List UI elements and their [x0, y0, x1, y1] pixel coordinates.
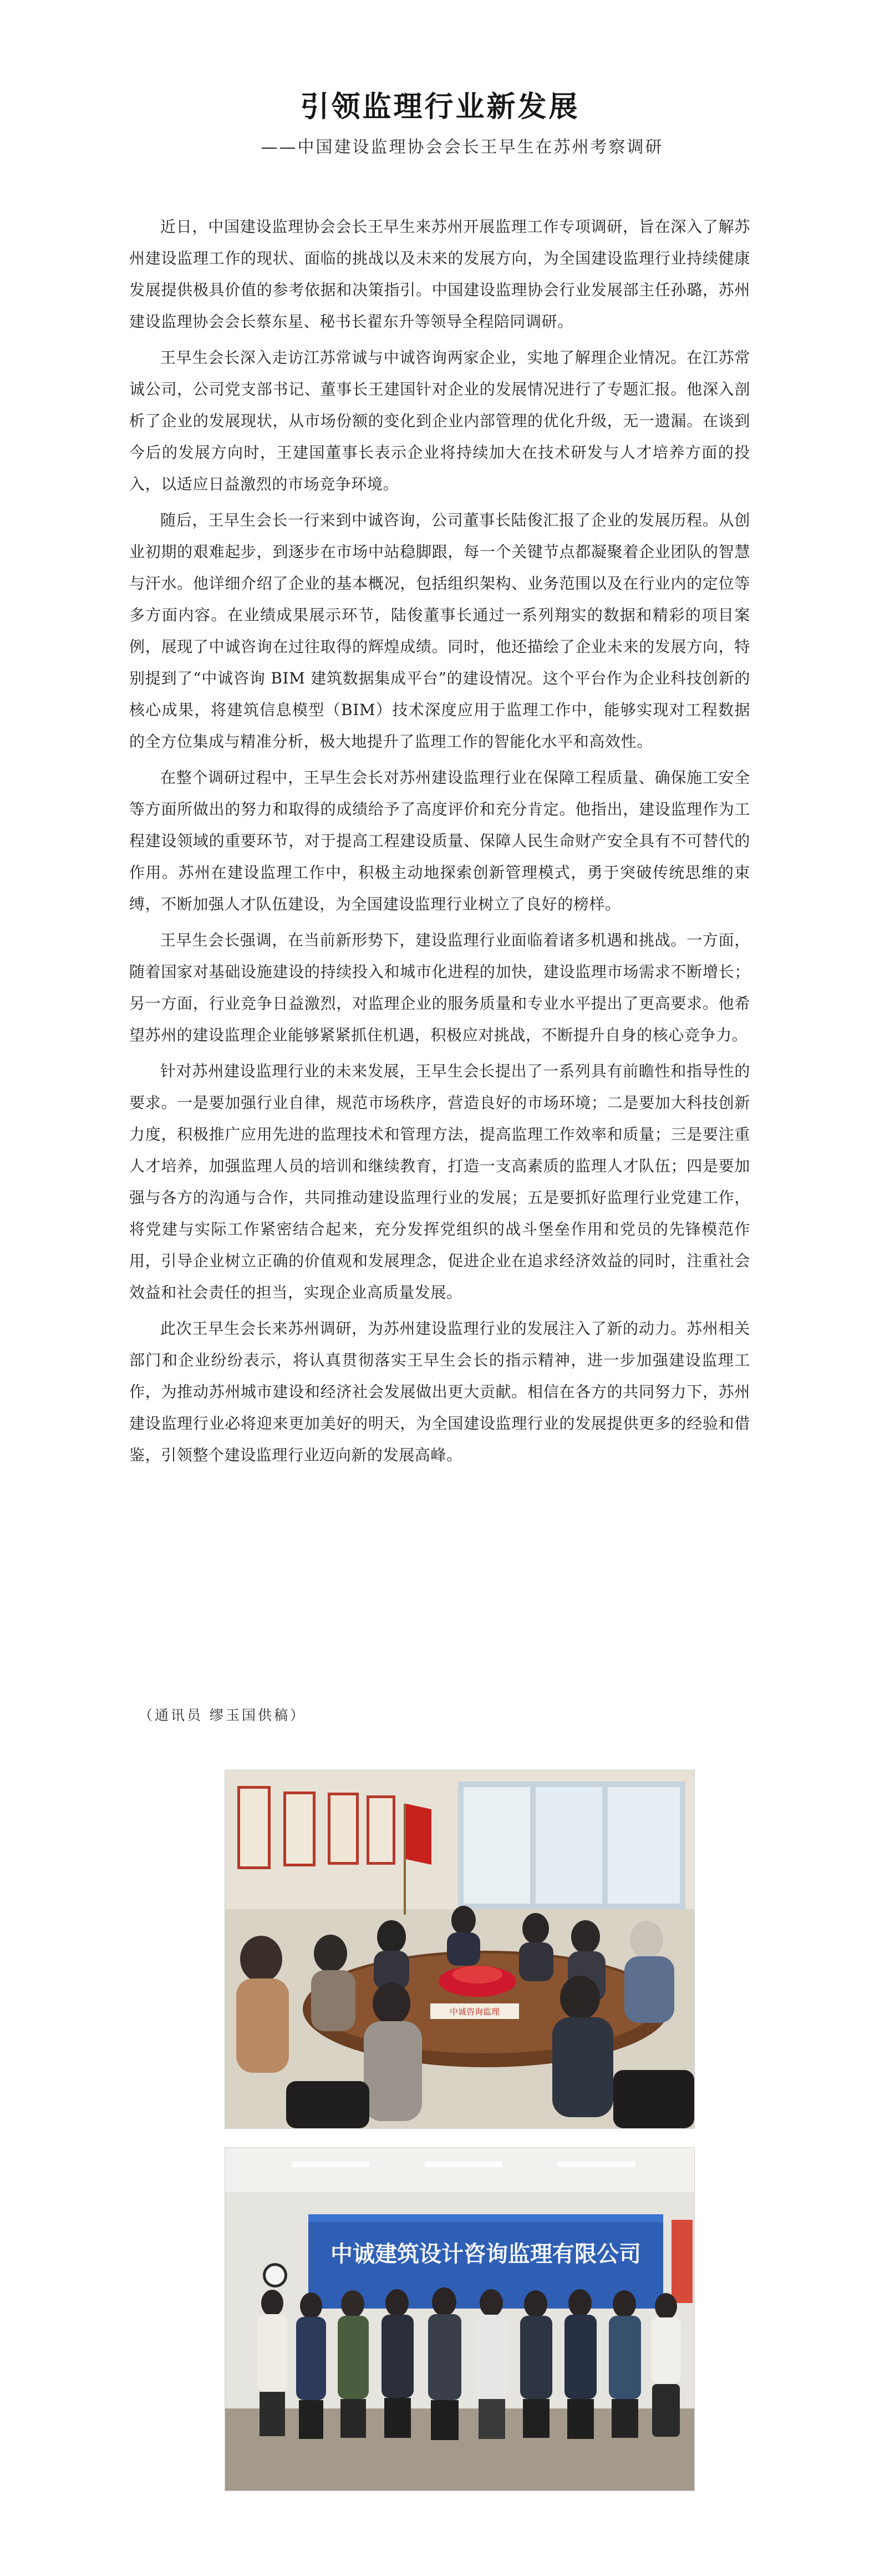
paragraph-6: 针对苏州建设监理行业的未来发展，王早生会长提出了一系列具有前瞻性和指导性的要求。一是要加强行业自律，规范市场秩序，营造良好的市场环境；二是要加大科技创新力度，积极推广应用先进的监理技术和管理方法，提高监理工作效率和质量；三是要注重人才培养，加强监理人员的培训和继续教育，打造一支高素质的监理人才队伍；四是要加强与各方的沟通与合作，共同推动建设监理行业的发展；五是要抓好监理行业党建工作，将党建与实际工作紧密结合起来，充分发挥党组织的战斗堡垒作用和党员的先锋模范作用，引导企业树立正确的价值观和发展理念，促进企业在追求经济效益的同时，注重社会效益和社会责任的担当，实现企业高质量发展。 [129, 1062, 750, 1302]
article-subtitle: ——中国建设监理协会会长王早生在苏州考察调研 [261, 138, 664, 157]
author-credit: （通讯员 缪玉国供稿） [139, 1707, 306, 1723]
group-photo [225, 2147, 695, 2491]
paragraph-5: 王早生会长强调，在当前新形势下，建设监理行业面临着诸多机遇和挑战。一方面，随着国家对基础设施建设的持续投入和城市化进程的加快，建设监理市场需求不断增长；另一方面，行业竞争日益激烈，对监理企业的服务质量和专业水平提出了更高要求。他希望苏州的建设监理企业能够紧紧抓住机遇，积极应对挑战，不断提升自身的核心竞争力。 [129, 931, 750, 1044]
paragraph-4: 在整个调研过程中，王早生会长对苏州建设监理行业在保障工程质量、确保施工安全等方面所做出的努力和取得的成绩给予了高度评价和充分肯定。他指出，建设监理作为工程建设领域的重要环节，对于提高工程建设质量、保障人民生命财产安全具有不可替代的作用。苏州在建设监理工作中，积极主动地探索创新管理模式，勇于突破传统思维的束缚，不断加强人才队伍建设，为全国建设监理行业树立了良好的榜样。 [129, 768, 750, 913]
article-body [129, 211, 750, 1475]
paragraph-3: 随后，王早生会长一行来到中诚咨询，公司董事长陆俊汇报了企业的发展历程。从创业初期的艰难起步，到逐步在市场中站稳脚跟，每一个关键节点都凝聚着企业团队的智慧与汗水。他详细介绍了企业的基本概况，包括组织架构、业务范围以及在行业内的定位等多方面内容。在业绩成果展示环节，陆俊董事长通过一系列翔实的数据和精彩的项目案例，展现了中诚咨询在过往取得的辉煌成绩。同时，他还描绘了企业未来的发展方向，特别提到了“中诚咨询 BIM 建筑数据集成平台”的建设情况。这个平台作为企业科技创新的核心成果，将建筑信息模型（BIM）技术深度应用于监理工作中，能够实现对工程数据的全方位集成与精准分析，极大地提升了监理工作的智能化水平和高效性。 [129, 511, 750, 751]
paragraph-2: 王早生会长深入走访江苏常诚与中诚咨询两家企业，实地了解理企业情况。在江苏常诚公司，公司党支部书记、董事长王建国针对企业的发展情况进行了专题汇报。他深入剖析了企业的发展现状，从市场份额的变化到企业内部管理的优化升级，无一遗漏。在谈到今后的发展方向时，王建国董事长表示企业将持续加大在技术研发与人才培养方面的投入，以适应日益激烈的市场竞争环境。 [129, 348, 750, 493]
meeting-table-sign: 中诚咨询监理 [449, 2007, 500, 2017]
meeting-photo [225, 1770, 695, 2129]
article-title: 引领监理行业新发展 [300, 90, 580, 124]
paragraph-7: 此次王早生会长来苏州调研，为苏州建设监理行业的发展注入了新的动力。苏州相关部门和企业纷纷表示，将认真贯彻落实王早生会长的指示精神，进一步加强建设监理工作，为推动苏州城市建设和经济社会发展做出更大贡献。相信在各方的共同努力下，苏州建设监理行业必将迎来更加美好的明天，为全国建设监理行业的发展提供更多的经验和借鉴，引领整个建设监理行业迈向新的发展高峰。 [129, 1319, 750, 1464]
company-banner-text: 中诚建筑设计咨询监理有限公司 [330, 2241, 641, 2267]
paragraph-1: 近日，中国建设监理协会会长王早生来苏州开展监理工作专项调研，旨在深入了解苏州建设监理工作的现状、面临的挑战以及未来的发展方向，为全国建设监理行业持续健康发展提供极具价值的参考依据和决策指引。中国建设监理协会行业发展部主任孙璐，苏州建设监理协会会长蔡东星、秘书长翟东升等领导全程陪同调研。 [129, 217, 750, 331]
